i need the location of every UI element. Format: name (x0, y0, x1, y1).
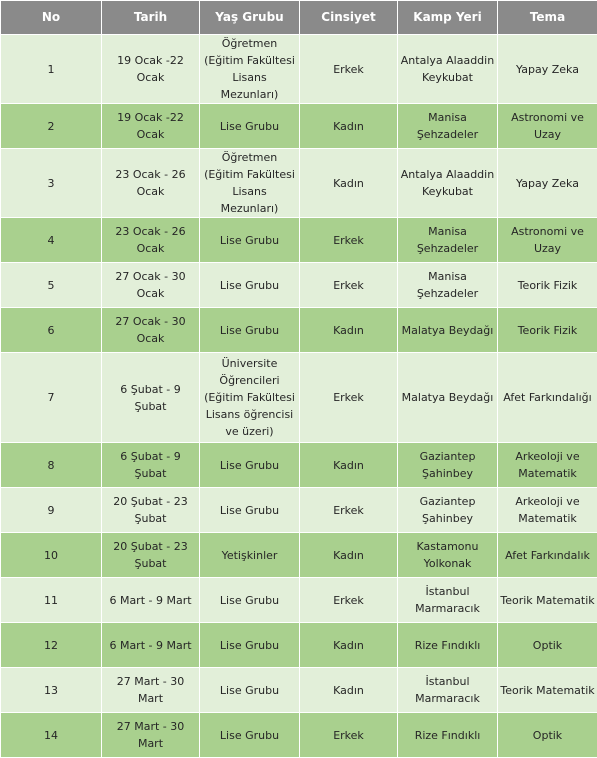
cell-kamp-yeri: Antalya Alaaddin Keykubat (398, 35, 498, 104)
cell-tarih: 27 Ocak - 30 Ocak (102, 263, 200, 308)
table-row (1, 488, 597, 533)
cell-no: 8 (1, 443, 102, 488)
cell-kamp-yeri: Rize Fındıklı (398, 623, 498, 668)
header-no: No (1, 1, 102, 35)
cell-cinsiyet: Erkek (300, 263, 398, 308)
cell-tarih: 6 Mart - 9 Mart (102, 623, 200, 668)
table-row (1, 353, 597, 443)
cell-cinsiyet: Erkek (300, 353, 398, 443)
cell-tarih: 23 Ocak - 26 Ocak (102, 218, 200, 263)
cell-kamp-yeri: Manisa Şehzadeler (398, 263, 498, 308)
cell-tarih: 27 Ocak - 30 Ocak (102, 308, 200, 353)
table-row (1, 533, 597, 578)
cell-kamp-yeri: Rize Fındıklı (398, 713, 498, 758)
cell-tarih: 27 Mart - 30 Mart (102, 668, 200, 713)
cell-no: 13 (1, 668, 102, 713)
cell-tema: Yapay Zeka (498, 35, 597, 104)
cell-tema: Optik (498, 623, 597, 668)
cell-no: 7 (1, 353, 102, 443)
cell-tema: Optik (498, 713, 597, 758)
cell-yas-grubu: Lise Grubu (200, 263, 300, 308)
cell-cinsiyet: Kadın (300, 533, 398, 578)
cell-tarih: 27 Mart - 30 Mart (102, 713, 200, 758)
cell-cinsiyet: Erkek (300, 713, 398, 758)
cell-cinsiyet: Kadın (300, 104, 398, 149)
header-cinsiyet: Cinsiyet (300, 1, 398, 35)
cell-tarih: 19 Ocak -22 Ocak (102, 104, 200, 149)
cell-kamp-yeri: Gaziantep Şahinbey (398, 488, 498, 533)
cell-yas-grubu: Lise Grubu (200, 104, 300, 149)
cell-kamp-yeri: Malatya Beydağı (398, 308, 498, 353)
cell-no: 11 (1, 578, 102, 623)
cell-yas-grubu: Lise Grubu (200, 713, 300, 758)
cell-tema: Afet Farkındalık (498, 533, 597, 578)
cell-yas-grubu: Lise Grubu (200, 488, 300, 533)
cell-tema: Arkeoloji ve Matematik (498, 443, 597, 488)
cell-yas-grubu: Yetişkinler (200, 533, 300, 578)
header-tema: Tema (498, 1, 597, 35)
cell-yas-grubu: Öğretmen (Eğitim Fakültesi Lisans Mezunları) (200, 149, 300, 218)
cell-no: 12 (1, 623, 102, 668)
table-row (1, 668, 597, 713)
cell-tarih: 20 Şubat - 23 Şubat (102, 533, 200, 578)
cell-yas-grubu: Lise Grubu (200, 668, 300, 713)
cell-tarih: 6 Mart - 9 Mart (102, 578, 200, 623)
cell-no: 3 (1, 149, 102, 218)
table-row (1, 149, 597, 218)
cell-yas-grubu: Lise Grubu (200, 623, 300, 668)
cell-no: 1 (1, 35, 102, 104)
cell-yas-grubu: Lise Grubu (200, 308, 300, 353)
cell-tema: Teorik Fizik (498, 308, 597, 353)
cell-kamp-yeri: Gaziantep Şahinbey (398, 443, 498, 488)
cell-tema: Astronomi ve Uzay (498, 218, 597, 263)
cell-yas-grubu: Lise Grubu (200, 443, 300, 488)
cell-cinsiyet: Erkek (300, 488, 398, 533)
cell-tarih: 23 Ocak - 26 Ocak (102, 149, 200, 218)
table-row (1, 35, 597, 104)
cell-cinsiyet: Kadın (300, 668, 398, 713)
cell-tarih: 20 Şubat - 23 Şubat (102, 488, 200, 533)
cell-kamp-yeri: Manisa Şehzadeler (398, 218, 498, 263)
cell-no: 6 (1, 308, 102, 353)
table-row (1, 104, 597, 149)
cell-cinsiyet: Erkek (300, 35, 398, 104)
cell-no: 4 (1, 218, 102, 263)
cell-kamp-yeri: İstanbul Marmaracık (398, 578, 498, 623)
table-row (1, 623, 597, 668)
cell-kamp-yeri: İstanbul Marmaracık (398, 668, 498, 713)
cell-no: 10 (1, 533, 102, 578)
header-row (1, 1, 597, 35)
cell-tema: Yapay Zeka (498, 149, 597, 218)
cell-tema: Afet Farkındalığı (498, 353, 597, 443)
cell-tema: Arkeoloji ve Matematik (498, 488, 597, 533)
cell-tema: Teorik Fizik (498, 263, 597, 308)
table-row (1, 263, 597, 308)
cell-kamp-yeri: Malatya Beydağı (398, 353, 498, 443)
cell-cinsiyet: Erkek (300, 578, 398, 623)
cell-no: 14 (1, 713, 102, 758)
cell-cinsiyet: Kadın (300, 443, 398, 488)
cell-kamp-yeri: Kastamonu Yolkonak (398, 533, 498, 578)
cell-no: 5 (1, 263, 102, 308)
cell-tarih: 6 Şubat - 9 Şubat (102, 353, 200, 443)
cell-kamp-yeri: Antalya Alaaddin Keykubat (398, 149, 498, 218)
cell-kamp-yeri: Manisa Şehzadeler (398, 104, 498, 149)
cell-tema: Teorik Matematik (498, 578, 597, 623)
cell-yas-grubu: Lise Grubu (200, 578, 300, 623)
cell-tarih: 6 Şubat - 9 Şubat (102, 443, 200, 488)
cell-cinsiyet: Kadın (300, 623, 398, 668)
cell-yas-grubu: Öğretmen (Eğitim Fakültesi Lisans Mezunları) (200, 35, 300, 104)
cell-no: 9 (1, 488, 102, 533)
cell-tema: Astronomi ve Uzay (498, 104, 597, 149)
cell-yas-grubu: Lise Grubu (200, 218, 300, 263)
header-yas-grubu: Yaş Grubu (200, 1, 300, 35)
cell-tarih: 19 Ocak -22 Ocak (102, 35, 200, 104)
cell-tema: Teorik Matematik (498, 668, 597, 713)
cell-yas-grubu: Üniversite Öğrencileri (Eğitim Fakültesi Lisans öğrencisi ve üzeri) (200, 353, 300, 443)
table-row (1, 308, 597, 353)
header-kamp-yeri: Kamp Yeri (398, 1, 498, 35)
table-row (1, 443, 597, 488)
table-row (1, 578, 597, 623)
cell-cinsiyet: Kadın (300, 308, 398, 353)
header-tarih: Tarih (102, 1, 200, 35)
cell-no: 2 (1, 104, 102, 149)
cell-cinsiyet: Erkek (300, 218, 398, 263)
table-row (1, 713, 597, 758)
table-row (1, 218, 597, 263)
cell-cinsiyet: Kadın (300, 149, 398, 218)
